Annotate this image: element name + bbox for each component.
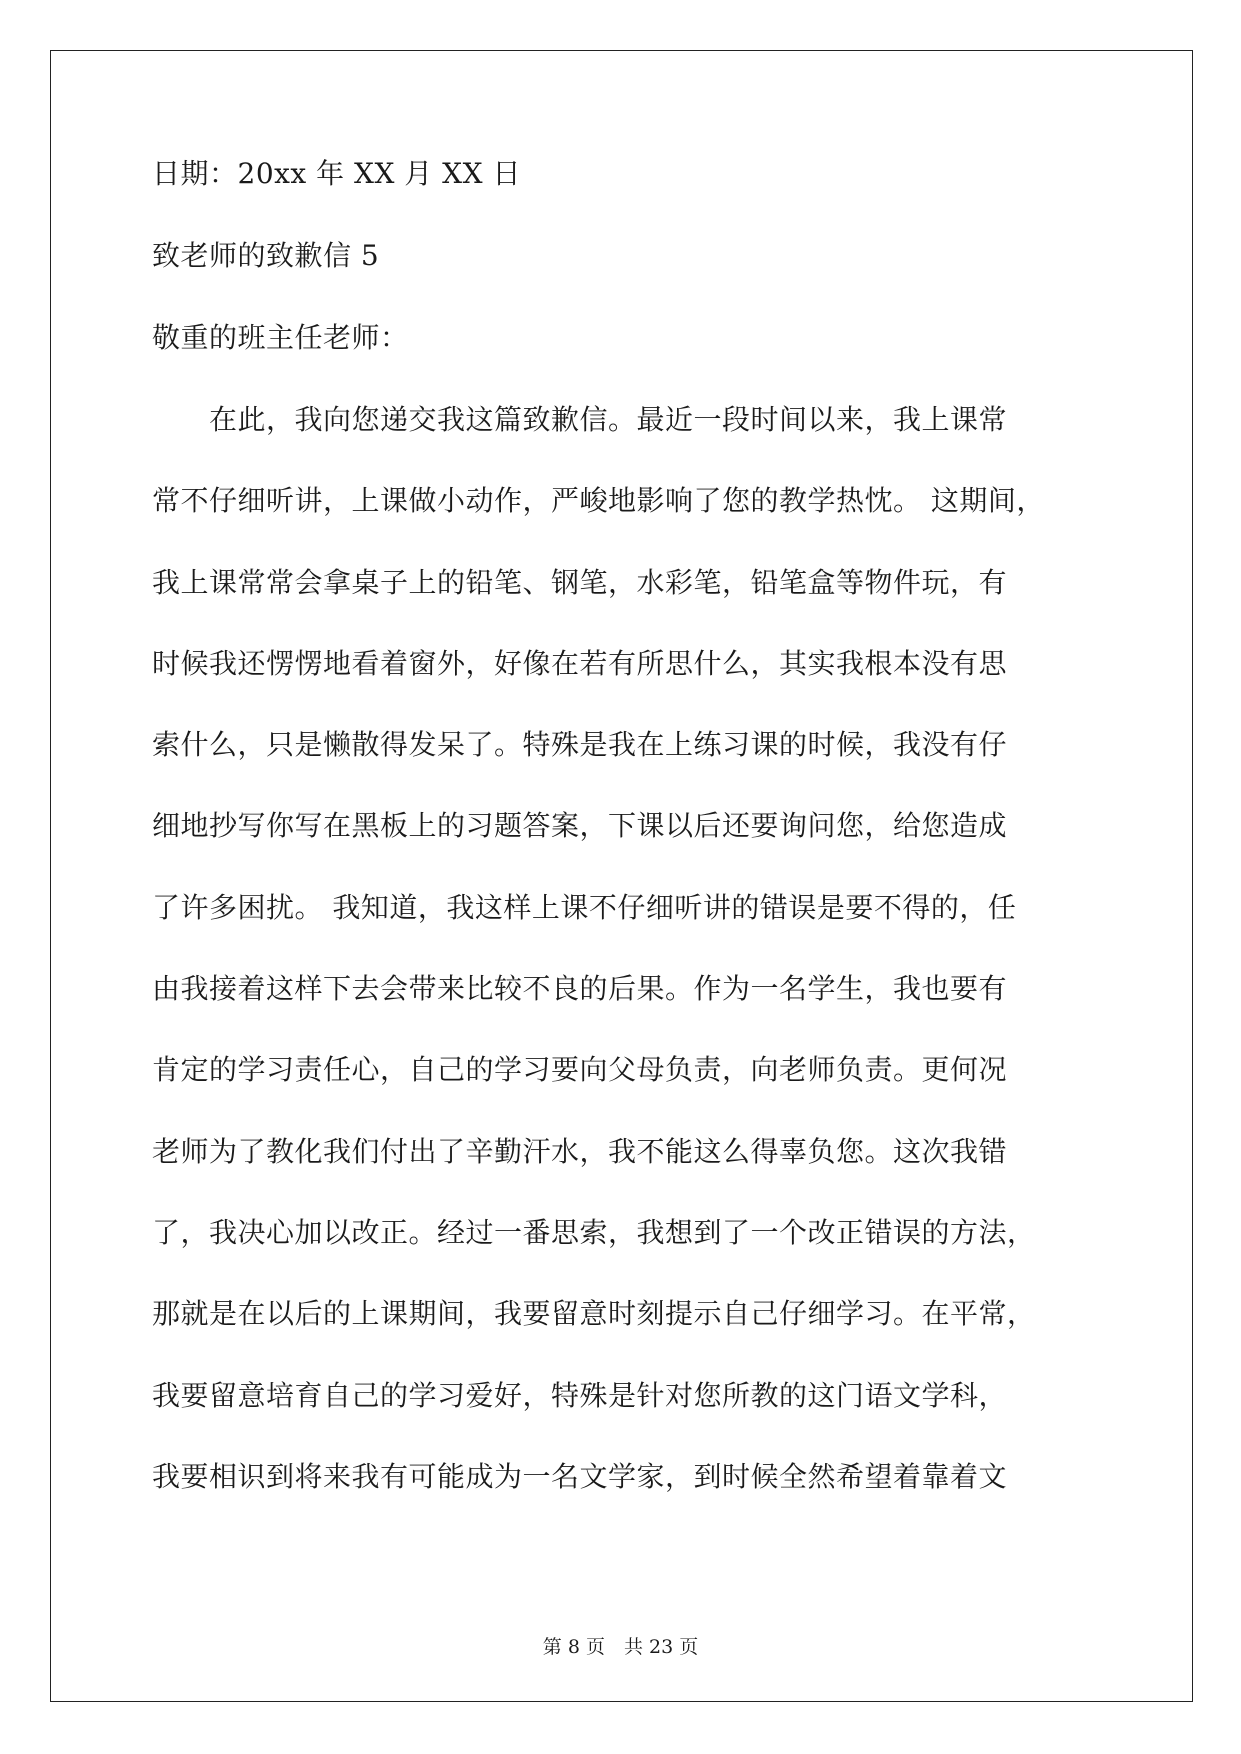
body-line: 由我接着这样下去会带来比较不良的后果。作为一名学生，我也要有 [152,972,1008,1006]
body-line: 老师为了教化我们付出了辛勤汗水，我不能这么得辜负您。这次我错 [152,1134,1008,1168]
body-line: 我要相识到将来我有可能成为一名文学家，到时候全然希望着靠着文 [152,1459,1008,1493]
date-line: 日期：20xx 年 XX 月 XX 日 [152,157,521,190]
page-footer [0,1632,1241,1659]
body-line: 了，我决心加以改正。经过一番思索，我想到了一个改正错误的方法， [152,1215,1036,1249]
body-line: 肯定的学习责任心，自己的学习要向父母负责，向老师负责。更何况 [152,1053,1008,1087]
body-line: 我要留意培育自己的学习爱好，特殊是针对您所教的这门语文学科， [152,1378,1008,1412]
body-line: 在此，我向您递交我这篇致歉信。最近一段时间以来，我上课常 [152,403,1008,436]
body-line: 细地抄写你写在黑板上的习题答案，下课以后还要询问您，给您造成 [152,809,1008,843]
body-line: 时候我还愣愣地看着窗外，好像在若有所思什么，其实我根本没有思 [152,646,1008,680]
body-line: 那就是在以后的上课期间，我要留意时刻提示自己仔细学习。在平常， [152,1297,1036,1331]
body-line: 我上课常常会拿桌子上的铅笔、钢笔，水彩笔，铅笔盒等物件玩，有 [152,565,1008,599]
body-line: 常不仔细听讲，上课做小动作，严峻地影响了您的教学热忱。 这期间， [152,484,1045,518]
body-line: 索什么，只是懒散得发呆了。特殊是我在上练习课的时候，我没有仔 [152,728,1008,762]
document-content [152,157,1092,1544]
letter-body [152,403,1092,1493]
salutation: 敬重的班主任老师： [152,321,409,354]
page-number: 第 8 页 共 23 页 [542,1636,699,1658]
body-line: 了许多困扰。 我知道，我这样上课不仔细听讲的错误是要不得的，任 [152,890,1017,924]
letter-title: 致老师的致歉信 5 [152,239,380,272]
